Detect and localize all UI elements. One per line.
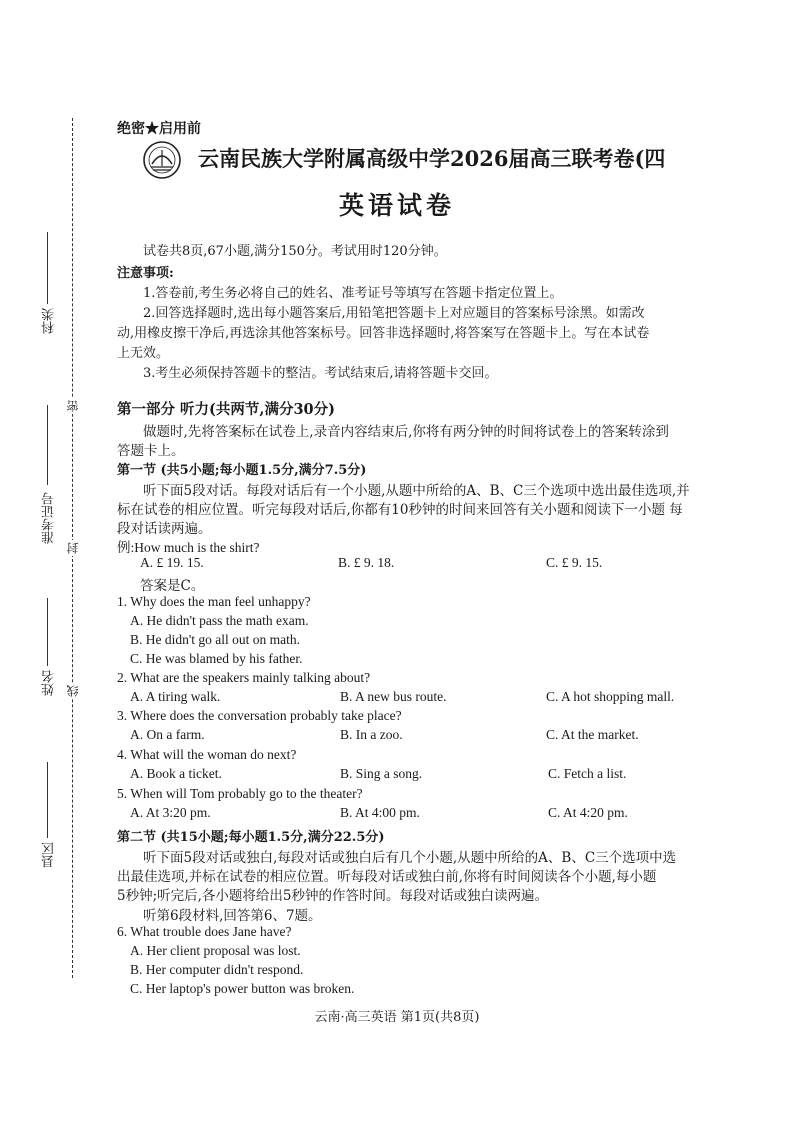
- exam-info: 试卷共8页,67小题,满分150分。考试用时120分钟。: [143, 244, 447, 259]
- part1-instruction: 答题卡上。: [117, 443, 185, 459]
- option-a: A. He didn't pass the math exam.: [130, 613, 309, 628]
- material-label: 听第6段材料,回答第6、7题。: [143, 908, 322, 924]
- notice-line: 3.考生必须保持答题卡的整洁。考试结束后,请将答题卡交回。: [143, 366, 498, 381]
- section2-heading: 第二节 (共15小题;每小题1.5分,满分22.5分): [117, 830, 385, 845]
- option-a: A. A tiring walk.: [130, 689, 221, 704]
- example-option-b: B. £ 9. 18.: [338, 555, 395, 570]
- option-c: C. A hot shopping mall.: [546, 689, 675, 704]
- option-b: B. In a zoo.: [340, 727, 403, 742]
- option-c: C. At the market.: [546, 727, 639, 742]
- option-c: C. He was blamed by his father.: [130, 651, 303, 666]
- field-line-county[interactable]: [47, 762, 48, 838]
- field-label-subject-type: 科类: [42, 308, 57, 334]
- seal-mark-feng: 封: [66, 542, 80, 554]
- question-stem: 2. What are the speakers mainly talking about?: [117, 670, 371, 685]
- field-label-county: 县区: [42, 842, 57, 868]
- field-line-name[interactable]: [47, 598, 48, 666]
- secret-label: 绝密★启用前: [117, 121, 201, 137]
- option-b: B. He didn't go all out on math.: [130, 632, 301, 647]
- field-label-exam-number: 准考证号: [42, 492, 57, 544]
- example-option-a: A. £ 19. 15.: [140, 555, 204, 570]
- option-b: B. Sing a song.: [340, 766, 423, 781]
- section2-instruction: 5秒钟;听完后,各小题将给出5秒钟的作答时间。每段对话或独白读两遍。: [117, 888, 549, 904]
- option-a: A. At 3:20 pm.: [130, 805, 211, 820]
- field-label-name: 姓名: [42, 670, 57, 696]
- school-logo: [142, 140, 182, 180]
- option-a: A. Book a ticket.: [130, 766, 222, 781]
- option-c: C. Fetch a list.: [548, 766, 627, 781]
- section1-heading: 第一节 (共5小题;每小题1.5分,满分7.5分): [117, 463, 367, 478]
- question-stem: 1. Why does the man feel unhappy?: [117, 594, 311, 609]
- notice-line: 上无效。: [117, 346, 170, 361]
- section2-instruction: 出最佳选项,并标在试卷的相应位置。听每段对话或独白前,你将有时间阅读各个小题,每小题: [117, 869, 657, 885]
- notice-line: 1.答卷前,考生务必将自己的姓名、准考证号等填写在答题卡指定位置上。: [143, 286, 563, 301]
- option-b: B. At 4:00 pm.: [340, 805, 420, 820]
- example-answer: 答案是C。: [140, 578, 205, 594]
- example-option-c: C. £ 9. 15.: [546, 555, 603, 570]
- question-stem: 5. When will Tom probably go to the theater?: [117, 786, 363, 801]
- option-c: C. At 4:20 pm.: [548, 805, 628, 820]
- notice-heading: 注意事项:: [117, 266, 174, 281]
- school-title: 云南民族大学附属高级中学2026届高三联考卷(四: [198, 146, 666, 171]
- question-stem: 6. What trouble does Jane have?: [117, 924, 292, 939]
- example-question: 例:How much is the shirt?: [117, 540, 260, 555]
- seal-mark-mi: 密: [66, 400, 80, 412]
- notice-line: 2.回答选择题时,选出每小题答案后,用铅笔把答题卡上对应题目的答案标号涂黑。如需改: [143, 306, 645, 321]
- part1-instruction: 做题时,先将答案标在试卷上,录音内容结束后,你将有两分钟的时间将试卷上的答案转涂到: [143, 424, 669, 440]
- field-line-exam-number[interactable]: [47, 405, 48, 485]
- section1-instruction: 段对话读两遍。: [117, 521, 212, 537]
- seal-mark-xian: 线: [66, 685, 80, 697]
- subject-title: 英语试卷: [338, 191, 455, 220]
- question-stem: 3. Where does the conversation probably take place?: [117, 708, 402, 723]
- section1-instruction: 标在试卷的相应位置。听完每段对话后,你都有10秒钟的时间来回答有关小题和阅读下一小题 每: [117, 502, 683, 518]
- option-b: B. A new bus route.: [340, 689, 447, 704]
- section1-instruction: 听下面5段对话。每段对话后有一个小题,从题中所给的A、B、C三个选项中选出最佳选项,并: [143, 483, 690, 499]
- option-a: A. On a farm.: [130, 727, 205, 742]
- option-b: B. Her computer didn't respond.: [130, 962, 304, 977]
- option-c: C. Her laptop's power button was broken.: [130, 981, 355, 996]
- page-footer: 云南·高三英语 第1页(共8页): [314, 1010, 480, 1025]
- question-stem: 4. What will the woman do next?: [117, 747, 297, 762]
- binding-margin: [0, 0, 90, 1123]
- part1-heading: 第一部分 听力(共两节,满分30分): [117, 401, 335, 418]
- option-a: A. Her client proposal was lost.: [130, 943, 301, 958]
- field-line-subject-type[interactable]: [47, 232, 48, 304]
- notice-line: 动,用橡皮擦干净后,再选涂其他答案标号。回答非选择题时,将答案写在答题卡上。写在本试卷: [117, 326, 650, 341]
- section2-instruction: 听下面5段对话或独白,每段对话或独白后有几个小题,从题中所给的A、B、C三个选项中选: [143, 850, 677, 866]
